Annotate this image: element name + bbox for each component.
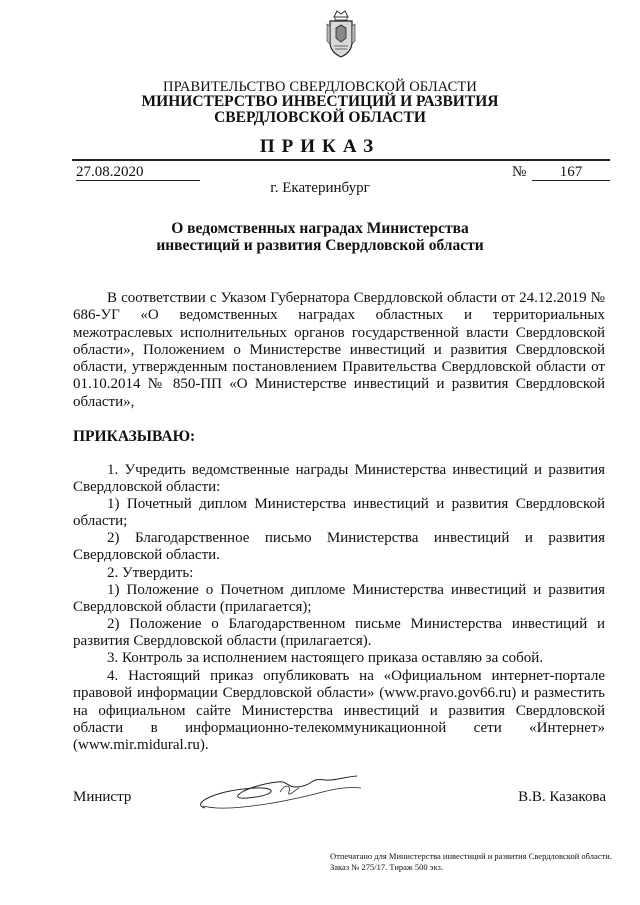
item-2-subitem-2: 2) Положение о Благодарственном письме Министерства инвестиций и развития Свердловской области (прилагается). [73,616,605,650]
item-3: 3. Контроль за исполнением настоящего приказа оставляю за собой. [107,650,544,666]
print-imprint [330,851,612,873]
item-2-subitem-1: 1) Положение о Почетном дипломе Министерства инвестиций и развития Свердловской области (прилагается); [73,582,605,616]
coat-of-arms-icon [326,8,356,60]
item-1: 1. Учредить ведомственные награды Министерства инвестиций и развития Свердловской области: [73,462,605,496]
org-government-line: ПРАВИТЕЛЬСТВО СВЕРДЛОВСКОЙ ОБЛАСТИ [163,79,477,95]
handwritten-signature [185,768,365,818]
org-region-line: СВЕРДЛОВСКОЙ ОБЛАСТИ [214,109,426,126]
item-1-subitem-2: 2) Благодарственное письмо Министерства инвестиций и развития Свердловской области. [73,530,605,564]
org-ministry-line: МИНИСТЕРСТВО ИНВЕСТИЦИЙ И РАЗВИТИЯ [141,93,499,110]
title-divider [72,159,610,161]
order-heading: ПРИКАЗЫВАЮ: [73,428,196,445]
signatory-title: Министр [73,789,132,805]
document-place: г. Екатеринбург [270,180,370,196]
imprint-line-1: Отпечатано для Министерства инвестиций и развития Свердловской области. [330,851,612,861]
imprint-line-2: Заказ № 275/17. Тираж 500 экз. [330,862,443,872]
signatory-name: В.В. Казакова [518,789,606,805]
number-sign: № [512,164,527,180]
preamble-paragraph: В соответствии с Указом Губернатора Свердловской области от 24.12.2019 № 686-УГ «О ведомственных наградах областных и территориальных межотраслевых исполнительных органов государственной власти Свердловской области», Положением о Министерстве инвестиций и развития Свердловской области, утвержденным постановлением Правительства Свердловской области от 01.10.2014 № 850-ПП «О Министерстве инвестиций и развития Свердловской области», [73,290,605,410]
item-2: 2. Утвердить: [107,565,194,581]
item-1-subitem-1: 1) Почетный диплом Министерства инвестиций и развития Свердловской области; [73,496,605,530]
item-4: 4. Настоящий приказ опубликовать на «Официальном интернет-портале правовой информации Свердловской области» (www.pravo.gov66.ru) и разместить на официальном сайте Министерства инвестиций и развития Свердловской области в информационно-телекоммуникационной сети «Интернет» (www.mir.midural.ru). [73,668,605,754]
document-type-title: ПРИКАЗ [259,136,381,157]
document-date: 27.08.2020 [76,164,200,181]
subject-line-2: инвестиций и развития Свердловской области [156,237,484,254]
document-number: 167 [532,164,610,181]
subject-line-1: О ведомственных наградах Министерства [171,220,469,237]
